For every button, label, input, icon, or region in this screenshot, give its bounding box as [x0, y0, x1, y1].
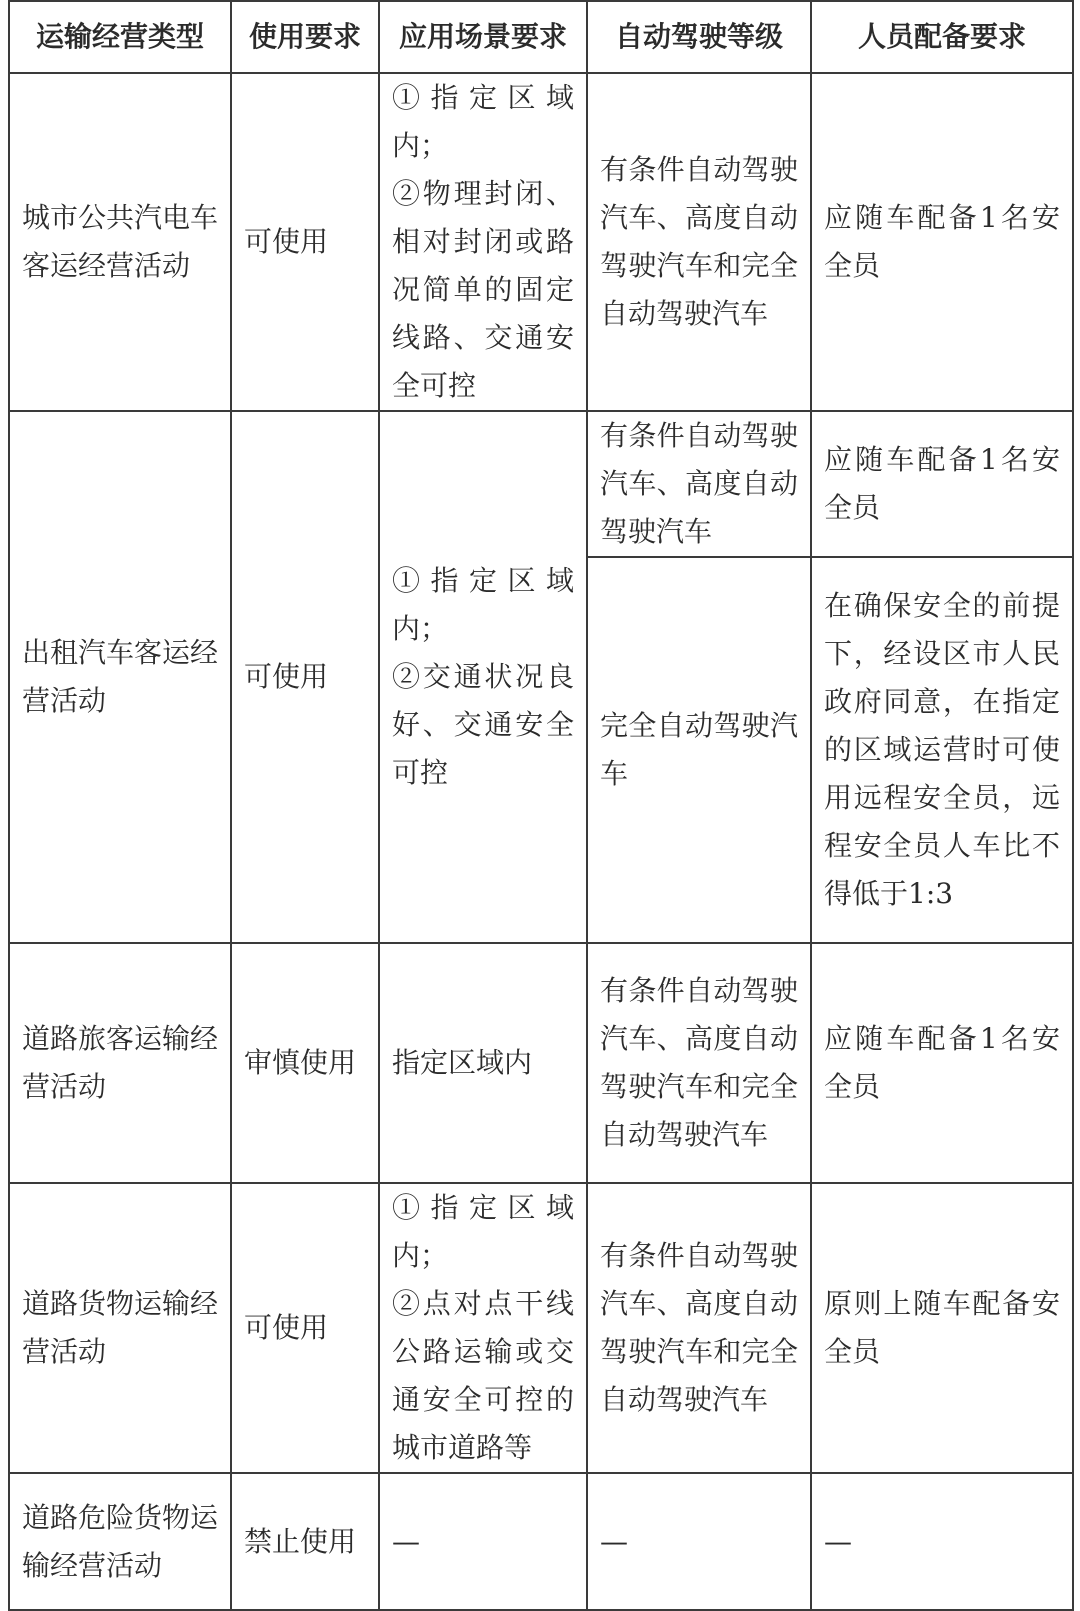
header-row: [9, 1, 1073, 73]
header-autonomy-level: 自动驾驶等级: [587, 1, 811, 73]
table-row: [9, 411, 1073, 557]
table-row: [9, 73, 1073, 411]
transport-type-cell: 城市公共汽电车客运经营活动: [9, 73, 231, 411]
scenario-cell: [379, 73, 587, 411]
header-scenario-requirement: 应用场景要求: [379, 1, 587, 73]
scenario-line: ①指定区域内；: [392, 1191, 574, 1272]
autonomy-level-cell: 有条件自动驾驶汽车、高度自动驾驶汽车和完全自动驾驶汽车: [587, 1183, 811, 1473]
scenario-cell: [379, 1183, 587, 1473]
transport-type-cell: 道路旅客运输经营活动: [9, 943, 231, 1183]
scenario-line: ②点对点干线公路运输或交通安全可控的城市道路等: [392, 1287, 574, 1464]
transport-type-cell: 道路货物运输经营活动: [9, 1183, 231, 1473]
autonomy-level-cell: 有条件自动驾驶汽车、高度自动驾驶汽车: [587, 411, 811, 557]
staffing-cell: 在确保安全的前提下，经设区市人民政府同意，在指定的区域运营时可使用远程安全员，远程安全员人车比不得低于1:3: [811, 557, 1073, 943]
usage-cell: 可使用: [231, 1183, 379, 1473]
header-transport-type: 运输经营类型: [9, 1, 231, 73]
staffing-cell: 应随车配备1名安全员: [811, 73, 1073, 411]
scenario-line: ①指定区域内；: [392, 81, 574, 162]
autonomy-level-cell: 有条件自动驾驶汽车、高度自动驾驶汽车和完全自动驾驶汽车: [587, 943, 811, 1183]
header-usage-requirement: 使用要求: [231, 1, 379, 73]
autonomy-level-cell: 有条件自动驾驶汽车、高度自动驾驶汽车和完全自动驾驶汽车: [587, 73, 811, 411]
usage-cell: 审慎使用: [231, 943, 379, 1183]
staffing-cell: 原则上随车配备安全员: [811, 1183, 1073, 1473]
usage-cell: 可使用: [231, 411, 379, 943]
staffing-cell: 应随车配备1名安全员: [811, 943, 1073, 1183]
table-row: [9, 1183, 1073, 1473]
scenario-line: —: [392, 1524, 420, 1558]
scenario-line: ①指定区域内；: [392, 564, 574, 645]
scenario-line: ②交通状况良好、交通安全可控: [392, 660, 574, 789]
usage-cell: 禁止使用: [231, 1473, 379, 1610]
staffing-cell: 应随车配备1名安全员: [811, 411, 1073, 557]
usage-cell: 可使用: [231, 73, 379, 411]
header-staffing-requirement: 人员配备要求: [811, 1, 1073, 73]
autonomy-level-cell: 完全自动驾驶汽车: [587, 557, 811, 943]
staffing-cell: —: [811, 1473, 1073, 1610]
scenario-line: ②物理封闭、相对封闭或路况简单的固定线路、交通安全可控: [392, 177, 574, 402]
scenario-cell: [379, 1473, 587, 1610]
scenario-cell: [379, 411, 587, 943]
transport-type-cell: 道路危险货物运输经营活动: [9, 1473, 231, 1610]
regulation-table: [8, 0, 1074, 1611]
scenario-cell: [379, 943, 587, 1183]
scenario-line: 指定区域内: [392, 1046, 533, 1079]
table-row: [9, 943, 1073, 1183]
transport-type-cell: 出租汽车客运经营活动: [9, 411, 231, 943]
table-row: [9, 1473, 1073, 1610]
autonomy-level-cell: —: [587, 1473, 811, 1610]
